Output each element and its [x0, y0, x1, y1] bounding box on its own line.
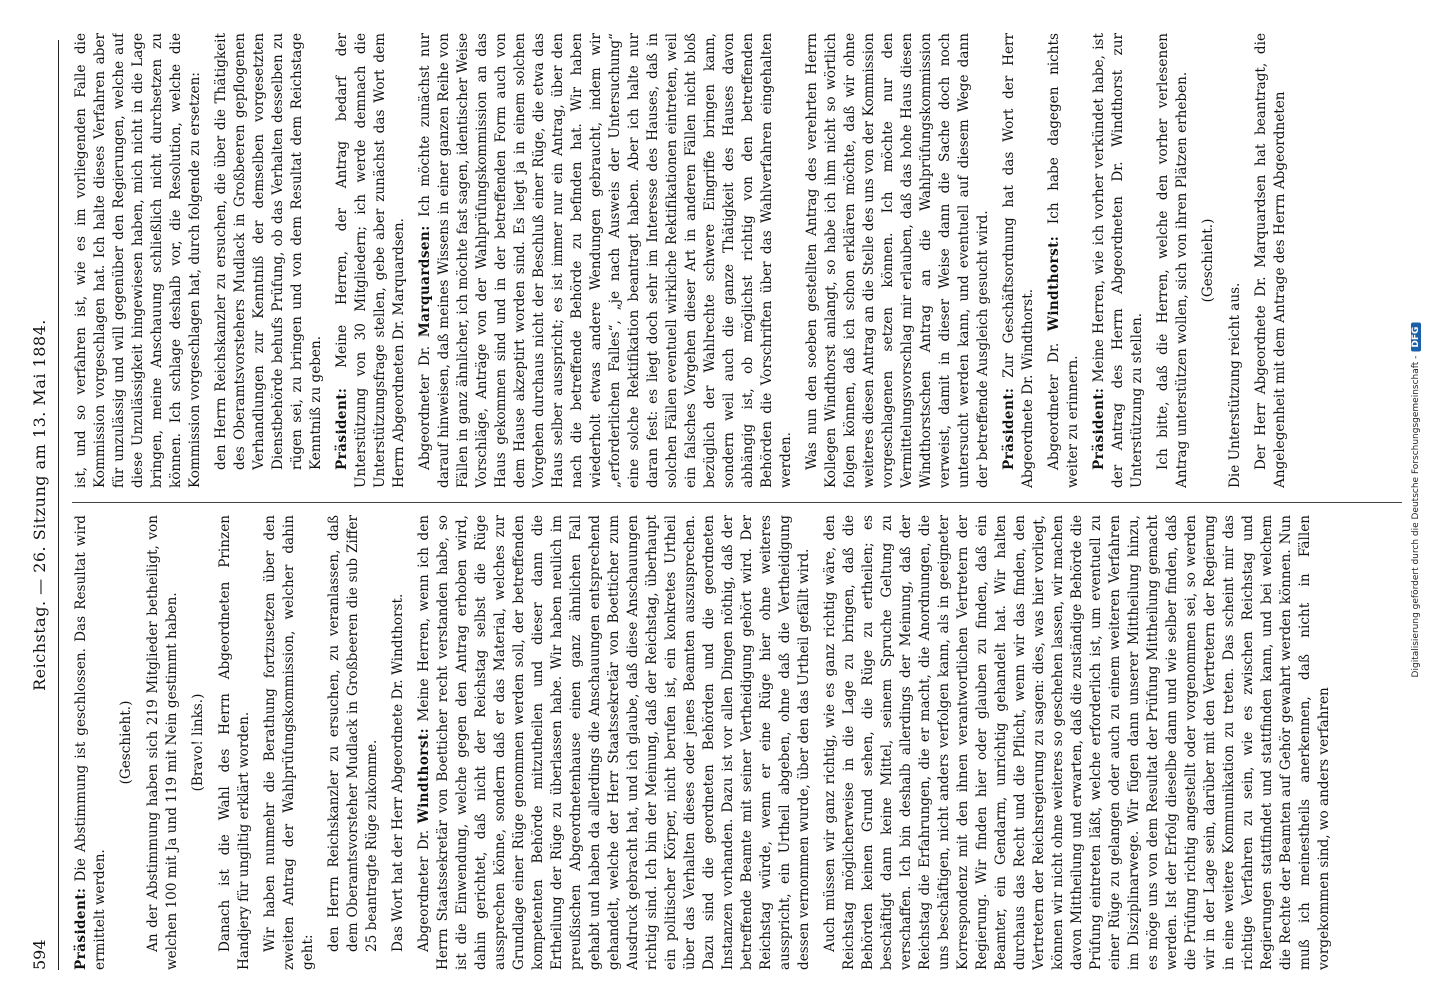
paragraph: ist, und so verfahren ist, wie es im vorliegenden Falle die Kommission vorgeschlagen hat. Ich halte dieses Verfahren aber für unzulässig und will gegenüber den Regierungen, welche auf diese Unzulässigkeit hingewiesen haben, mich nicht in die Lage bringen, meine Anschauung schließlich nicht durchsetzen zu können. Ich schlage deshalb vor, die Resolution, welche die Kommission vorgeschlagen hat, durch folgende zu ersetzen:	[73, 33, 203, 488]
paragraph	[1045, 33, 1083, 488]
paragraph: Wir haben nunmehr die Berathung fortzusetzen über den zweiten Antrag der Wahlprüfungskommission, welcher dahin geht:	[262, 515, 316, 970]
left-column	[72, 515, 1402, 970]
credit-text: Digitalisierung gefördert durch die Deutsche Forschungsgemeinschaft -	[1411, 355, 1421, 678]
speaker-label: Präsident:	[73, 887, 89, 970]
page-number: 594	[30, 939, 49, 970]
paragraph: An der Abstimmung haben sich 219 Mitglieder betheiligt, von welchen 100 mit Ja und 119 mit Nein gestimmt haben.	[145, 515, 180, 970]
stage-direction: (Bravo! links.)	[190, 693, 206, 792]
paragraph	[333, 33, 409, 488]
dfg-logo: DFG	[1411, 323, 1421, 352]
speech-text: Ich möchte zunächst nur darauf hinweisen, daß meines Wissens in einer ganzen Reihe von Fällen in ganz ähnlicher, ich möchte fast sagen, identischer Weise Vorschläge, Anträge von der Wahlprüfungskommission an das Haus gekommen sind und in der betreffenden Form auch von dem Hause akzeptirt worden sind. Es liegt ja in einem solchen Vorgehen durchaus nicht der Beschluß einer Rüge, die etwa das Haus selber ausspricht; es ist immer nur ein Antrag, über den nach die betreffende Behörde zu befinden hat. Wir haben wiederholt etwas andere Wendungen gebraucht, indem wir „erforderlichen Falles“, „je nach Ausweis der Untersuchung“ eine solche Rektifikation beantragt haben. Aber ich halte nur daran fest: es liegt doch sehr im Interesse des Hauses, daß in solchen Fällen eventuell wirkliche Rektifikationen eintreten, weil ein falsches Vorgehen dieser Art in anderen Fällen nicht bloß bezüglich der Wahlrechte schwere Eingriffe bringen kann, sondern weil auch die ganze Thätigkeit des Hauses davon abhängig ist, ob möglichst richtig von den betreffenden Behörden die Vorschriften über das Wahlverfahren eingehalten werden.	[417, 33, 794, 488]
paragraph: Was nun den soeben gestellten Antrag des verehrten Herrn Kollegen Windthorst anlangt, so habe ich ihm nicht so wörtlich folgen können, daß ich schon erklären möchte, daß wir ohne weiteres diesen Antrag an die Stelle des uns von der Kommission vorgeschlagenen setzen können. Ich möchte nur den Vermittelungsvorschlag mir erlauben, daß das hohe Haus diesen Windthorstschen Antrag an die Wahlprüfungskommission verweist, damit in dieser Weise dann die Sache doch noch untersucht werden kann, und eventuell auf diesem Wege dann der betreffende Ausgleich gesucht wird.	[804, 33, 991, 488]
paragraph: Die Unterstützung reicht aus.	[1227, 282, 1243, 488]
paragraph	[415, 515, 814, 970]
speaker-title: Abgeordneter Dr.	[417, 337, 433, 470]
speech-text: Meine Herren, wenn ich den Herrn Staatssekretär von Boetticher recht verstanden habe, so ist die Einwendung, welche gegen den Antrag erhoben wird, dahin gerichtet, daß nicht der Reichstag selbst die Rüge aussprechen könne, sondern daß er das Material, welches zur Grundlage einer Rüge genommen werden soll, der betreffenden kompetenten Behörde mitzutheilen und dieser dann die Ertheilung der Rüge zu überlassen habe. Wir haben neulich im preußischen Abgeordnetenhause einen ganz ähnlichen Fall gehabt und haben da allerdings die Anschauungen entsprechend gehandelt, welche der Herr Staatssekretär von Boetticher zum Ausdruck gebracht hat, und ich glaube, daß diese Anschauungen richtig sind. Ich bin der Meinung, daß der Reichstag, überhaupt ein politischer Körper, nicht berufen ist, ein konkretes Urtheil über das Verhalten dieses oder jenes Beamten auszusprechen. Dazu sind die geordneten Behörden und die geordneten Instanzen vorhanden. Dazu ist vor allen Dingen nöthig, daß der betreffende Beamte mit seiner Vertheidigung gehört wird. Der Reichstag würde, wenn er eine Rüge hier ohne weiteres ausspricht, ein Urtheil abgeben, ohne daß die Vertheidigung dessen vernommen wurde, über den das Urtheil gefällt wird.	[416, 515, 812, 970]
paragraph	[416, 33, 796, 488]
paragraph	[72, 515, 110, 970]
speaker-title: Abgeordneter Dr.	[416, 823, 432, 952]
stage-direction: (Geschieht.)	[1200, 218, 1216, 303]
right-column	[72, 33, 1402, 488]
paragraph: Der Herr Abgeordnete Dr. Marquardsen hat beantragt, die Angelegenheit mit dem Antrage des Herrn Abgeordneten	[1253, 33, 1288, 488]
speaker-label: Windthorst:	[416, 728, 432, 824]
motion-text: den Herrn Reichskanzler zu ersuchen, zu veranlassen, daß dem Oberamtsvorsteher Mudlack in Großbeeren die sub Ziffer 25 beantragte Rüge zukomme.	[326, 515, 380, 952]
paragraph: Das Wort hat der Herr Abgeordnete Dr. Windthorst.	[390, 593, 406, 952]
page-title: Reichstag. — 26. Sitzung am 13. Mai 1884.	[30, 319, 49, 691]
speaker-title: Abgeordneter Dr.	[1046, 331, 1062, 470]
paragraph	[1090, 33, 1147, 488]
column-divider	[72, 502, 1402, 503]
stage-direction: (Geschieht.)	[118, 700, 134, 785]
paragraph: Ich bitte, daß die Herren, welche den vorher verlesenen Antrag unterstützen wollen, sich von ihren Plätzen erheben.	[1155, 33, 1190, 488]
speech-text: Zur Geschäftsordnung hat das Wort der Herr Abgeordnete Dr. Windthorst.	[1001, 33, 1036, 488]
speaker-label: Präsident:	[1001, 387, 1017, 470]
motion-text: den Herrn Reichskanzler zu ersuchen, die über die Thätigkeit des Oberamtsvorstehers Mudlack in Großbeeren gepflogenen Verhandlungen zur Kenntniß der demselben vorgesetzten Dienstbehörde behufs Prüfung, ob das Verhalten desselben zu rügen sei, zu bringen und von dem Resultat dem Reichstage Kenntniß zu geben.	[213, 33, 324, 470]
paragraph: Danach ist die Wahl des Herrn Abgeordneten Prinzen Handjery für ungiltig erklärt worden.	[217, 515, 252, 970]
speaker-label: Windthorst:	[1046, 235, 1062, 332]
paragraph	[1000, 33, 1038, 488]
paragraph: Auch müssen wir ganz richtig, wie es ganz richtig wäre, den Reichstag möglicherweise in die Lage zu bringen, daß die Behörden keinen Grund sehen, die Rüge zu ertheilen; es beschäftigt dann keine Mittel, seinem Spruche Geltung zu verschaffen. Ich bin deshalb allerdings der Meinung, daß der Reichstag die Erfahrungen, die er macht, die Anordnungen, die uns beschäftigen, nicht anders verfolgen kann, als in geeigneter Korrespondenz mit den ihnen verantwortlichen Vertretern der Regierung. Wir finden hier oder glauben zu finden, daß ein Beamter, ein Gendarm, unrichtig gehandelt hat. Wir halten durchaus das Recht und die Pflicht, wenn wir das finden, den Vertretern der Reichsregierung zu sagen: dies, was hier vorliegt, können wir nicht ohne weiteres so geschehen lassen, wir machen davon Mittheilung und erwarten, daß die zuständige Behörde die Prüfung eintreten läßt, welche erforderlich ist, um eventuell zu einer Rüge zu gelangen oder auch zu einem weiteren Verfahren im Disziplinarwege. Wir fügen dann unserer Mittheilung hinzu, es möge uns von dem Resultat der Prüfung Mittheilung gemacht werden. Ist der Erfolg dieselbe dann und wie selber finden, daß die Prüfung richtig angestellt oder vorgenommen sei, so werden wir in der Lage sein, darüber mit den Vertretern der Regierung in eine weitere Kommunikation zu treten. Das scheint mir das richtige Verfahren zu sein, wie es zwischen Reichstag und Regierungen stattfindet und stattfinden kann, und bei welchem die Rechte der Beamten auf Gehör gewahrt werden können. Nun muß ich meinestheils anerkennen, daß nicht in Fällen vorgekommen sind, wo anders verfahren	[822, 515, 1332, 970]
speaker-label: Marquardsen:	[417, 225, 433, 338]
speech-text: Meine Herren, wie ich vorher verkündet habe, ist der Antrag des Herrn Abgeordneten Dr. Windthorst zur Unterstützung zu stellen.	[1091, 33, 1145, 488]
speech-text: Die Abstimmung ist geschlossen. Das Resultat wird ermittelt werden.	[73, 515, 108, 970]
speaker-label: Präsident:	[1091, 387, 1107, 470]
speaker-label: Präsident:	[334, 387, 350, 470]
speech-text: Ich habe dagegen nichts weiter zu erinnern.	[1046, 33, 1081, 488]
speech-text: Meine Herren, der Antrag bedarf der Unterstützung von 30 Mitgliedern; ich werde demnach die Unterstützungsfrage stellen, gebe aber zunächst das Wort dem Herrn Abgeordneten Dr. Marquardsen.	[334, 33, 407, 488]
header-rule	[58, 40, 59, 970]
